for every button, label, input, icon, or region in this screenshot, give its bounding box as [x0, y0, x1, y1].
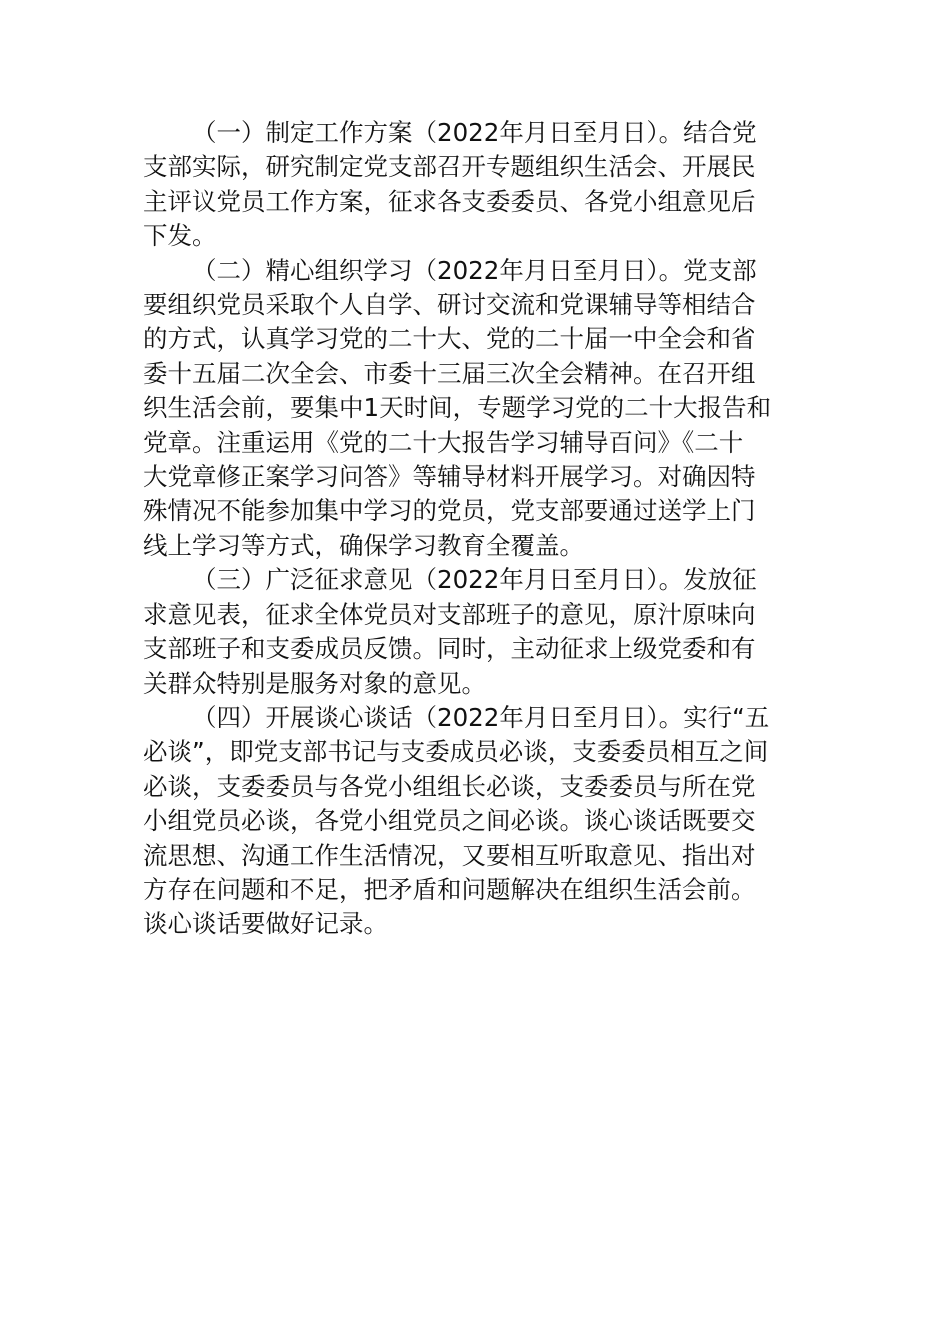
section-4-line-5: 流思想、沟通工作生活情况，又要相互听取意见、指出对 [143, 840, 756, 870]
section-4-line-3: 必谈，支委委员与各党小组组长必谈，支委委员与所在党 [143, 771, 756, 801]
section-2-paragraph [143, 254, 813, 564]
section-4-line-6: 方存在问题和不足，把矛盾和问题解决在组织生活会前。 [143, 874, 756, 904]
section-4-line-4: 小组党员必谈，各党小组党员之间必谈。谈心谈话既要交 [143, 806, 756, 836]
section-1-paragraph [143, 116, 813, 254]
section-2-line-7: 大党章修正案学习问答》等辅导材料开展学习。对确因特 [143, 462, 756, 492]
section-2-line-8: 殊情况不能参加集中学习的党员，党支部要通过送学上门 [143, 496, 756, 526]
section-2-line-4: 委十五届二次全会、市委十三届三次全会精神。在召开组 [143, 358, 756, 388]
section-3-line-4: 关群众特别是服务对象的意见。 [143, 668, 486, 698]
section-2-line-6: 党章。注重运用《党的二十大报告学习辅导百问》《二十 [143, 427, 744, 457]
section-3-line-3: 支部班子和支委成员反馈。同时，主动征求上级党委和有 [143, 634, 756, 664]
section-2-line-1: （二）精心组织学习（2022年月日至月日）。党支部 [192, 255, 757, 285]
section-4-line-2: 必谈”，即党支部书记与支委成员必谈，支委委员相互之间 [143, 737, 769, 767]
section-2-line-3: 的方式，认真学习党的二十大、党的二十届一中全会和省 [143, 324, 756, 354]
section-4-line-1: （四）开展谈心谈话（2022年月日至月日）。实行“五 [192, 702, 770, 732]
section-2-line-9: 线上学习等方式，确保学习教育全覆盖。 [143, 530, 584, 560]
document-body [143, 116, 813, 942]
section-1-line-1: （一）制定工作方案（2022年月日至月日）。结合党 [192, 118, 757, 147]
section-3-paragraph [143, 563, 813, 701]
section-4-line-7: 谈心谈话要做好记录。 [143, 909, 388, 939]
section-1-line-2: 支部实际，研究制定党支部召开专题组织生活会、开展民 [143, 152, 756, 182]
section-2-line-2: 要组织党员采取个人自学、研讨交流和党课辅导等相结合 [143, 290, 756, 320]
section-1-line-3: 主评议党员工作方案，征求各支委委员、各党小组意见后 [143, 186, 756, 216]
section-2-line-5: 织生活会前，要集中1天时间，专题学习党的二十大报告和 [143, 393, 772, 423]
section-1-line-4: 下发。 [143, 221, 217, 251]
section-3-line-1: （三）广泛征求意见（2022年月日至月日）。发放征 [192, 565, 757, 595]
section-4-paragraph [143, 701, 813, 942]
section-3-line-2: 求意见表，征求全体党员对支部班子的意见，原汁原味向 [143, 599, 756, 629]
